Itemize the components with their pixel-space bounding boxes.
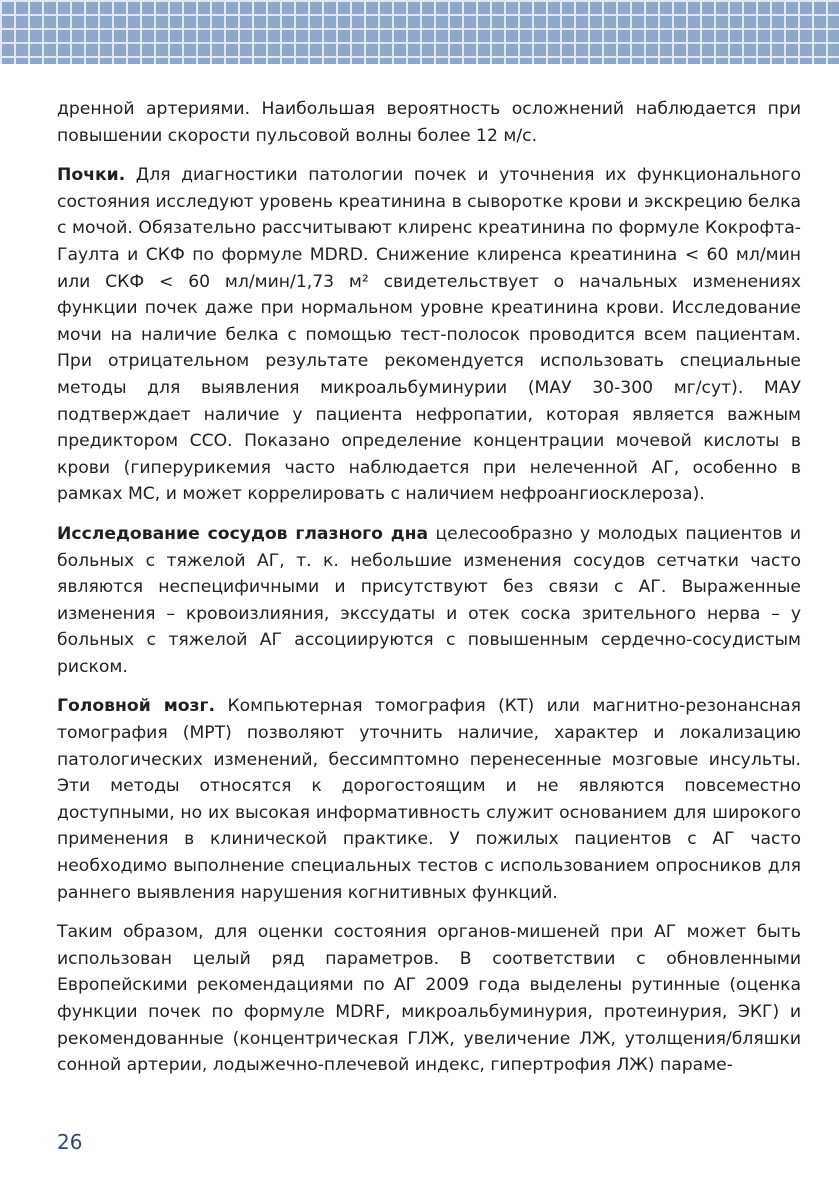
paragraph-lead: Почки. [57, 165, 126, 186]
paragraph-brain [57, 693, 801, 906]
paragraph-text: Компьютерная томография (КТ) или магнитно-резонансная томография (МРТ) позволяют уточнить наличие, характер и локализацию патологических изменений, бессимптомно перенесенные мозговые инсульты. Эти методы относятся к дорогостоящим и не являются повсеместно доступными, но их высокая информативность служит основанием для широкого применения в клинической практике. У пожилых пациентов с АГ часто необходимо выполнение специальных тестов с использованием опросников для раннего выявления нарушения когнитивных функций. [57, 696, 801, 903]
paragraph-lead: Головной мозг. [57, 696, 216, 717]
paragraph-text: дренной артериями. Наибольшая вероятность осложнений наблюдается при повышении скорости пульсовой волны более 12 м/с. [57, 99, 801, 146]
paragraph-fundus [57, 521, 801, 681]
paragraph-continuation [57, 96, 801, 149]
paragraph-lead: Исследование сосудов глазного дна [57, 523, 429, 544]
paragraph-summary [57, 919, 801, 1079]
paragraph-kidneys [57, 162, 801, 508]
paragraph-text: Таким образом, для оценки состояния органов-мишеней при АГ может быть использован целый ряд параметров. В соответствии с обновленными Европейскими рекомендациями по АГ 2009 года выделены рутинные (оценка функции почек по формуле MDRF, микроальбуминурия, протеинурия, ЭКГ) и рекомендованные (концентрическая ГЛЖ, увеличение ЛЖ, утолщения/бляшки сонной артерии, лодыжечно-плечевой индекс, гипертрофия ЛЖ) параме- [57, 922, 801, 1076]
paragraph-text: Для диагностики патологии почек и уточнения их функционального состояния исследуют уровень креатинина в сыворотке крови и экскрецию белка с мочой. Обязательно рассчитывают клиренс креатинина по формуле Кокрофта-Гаулта и СКФ по формуле MDRD. Снижение клиренса креатинина < 60 мл/мин или СКФ < 60 мл/мин/1,73 м² свидетельствует о начальных изменениях функции почек даже при нормальном уровне креатинина крови. Исследование мочи на наличие белка с помощью тест-полосок проводится всем пациентам. При отрицательном результате рекомендуется использовать специальные методы для выявления микроальбуминурии (МАУ 30-300 мг/сут). МАУ подтверждает наличие у пациента нефропатии, которая является важным предиктором ССО. Показано определение концентрации мочевой кислоты в крови (гиперурикемия часто наблюдается при нелеченной АГ, особенно в рамках МС, и может коррелировать с наличием нефроангиосклероза). [57, 165, 801, 505]
paragraph-text: целесообразно у молодых пациентов и больных с тяжелой АГ, т. к. небольшие изменения сосудов сетчатки часто являются неспецифичными и присутствуют без связи с АГ. Выраженные изменения – кровоизлияния, экссудаты и отек соска зрительного нерва – у больных с тяжелой АГ ассоциируются с повышенным сердечно-сосудистым риском. [57, 523, 801, 677]
header-decorative-band [0, 0, 839, 64]
page-number: 26 [57, 1130, 83, 1154]
body-text [57, 96, 801, 1092]
